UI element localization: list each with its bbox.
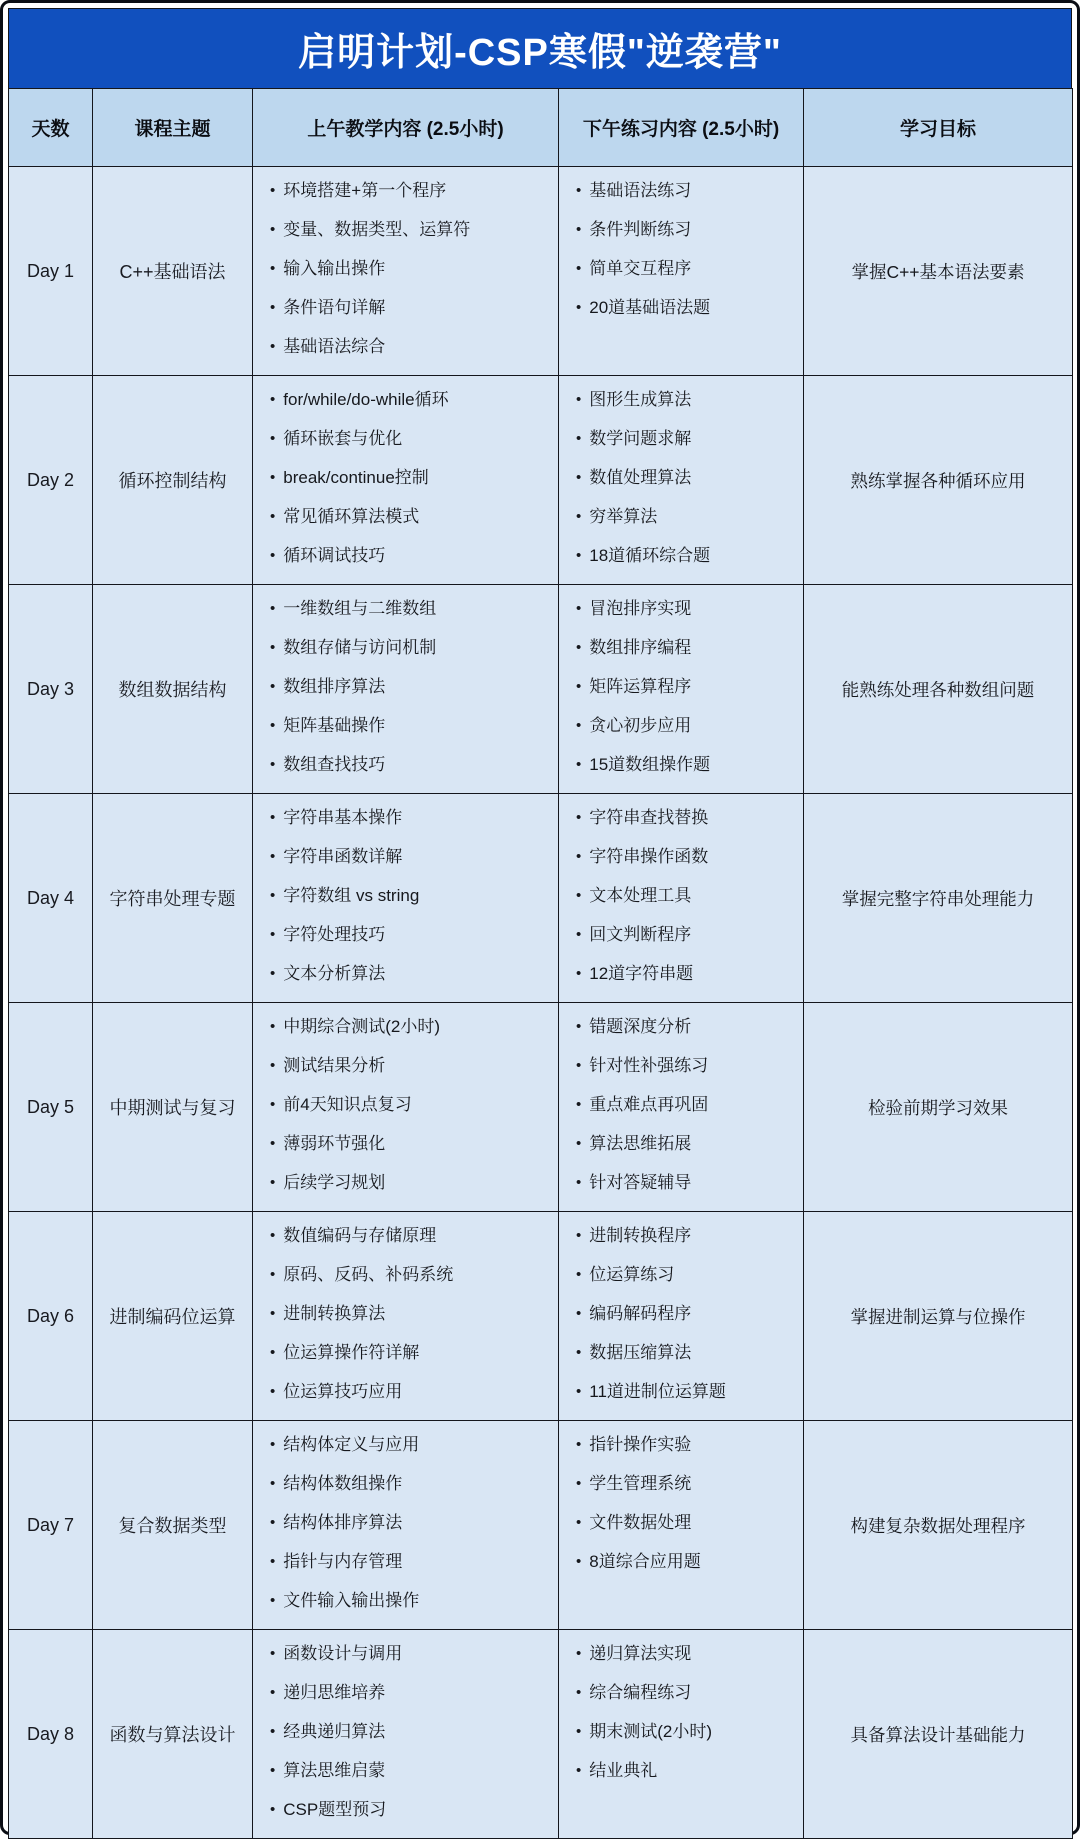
day-label: Day 5 xyxy=(26,1096,75,1117)
afternoon-cell xyxy=(559,1003,804,1212)
afternoon-list xyxy=(559,585,803,776)
bullet-item: • 薄弱环节强化 xyxy=(270,1133,552,1155)
bullet-item: • 指针操作实验 xyxy=(576,1434,797,1456)
bullet-item: • 进制转换算法 xyxy=(270,1303,552,1325)
morning-cell xyxy=(253,794,559,1003)
bullet-item: • 15道数组操作题 xyxy=(576,754,797,776)
bullet-item: • 数组排序算法 xyxy=(270,676,552,698)
theme-cell xyxy=(93,585,253,794)
day-label: Day 8 xyxy=(26,1723,75,1744)
bullet-item: • 期末测试(2小时) xyxy=(576,1721,797,1743)
morning-cell xyxy=(253,1212,559,1421)
bullet-item: • 字符数组 vs string xyxy=(270,885,552,907)
afternoon-cell xyxy=(559,794,804,1003)
bullet-item: • 基础语法综合 xyxy=(270,336,552,358)
morning-list xyxy=(253,376,558,567)
bullet-item: • 进制转换程序 xyxy=(576,1225,797,1247)
morning-list xyxy=(253,167,558,358)
afternoon-cell xyxy=(559,1212,804,1421)
bullet-item: • 数值处理算法 xyxy=(576,467,797,489)
column-header-afternoon: 下午练习内容 (2.5小时) xyxy=(559,89,804,167)
bullet-item: • 重点难点再巩固 xyxy=(576,1094,797,1116)
day-label: Day 4 xyxy=(26,887,75,908)
goal-cell xyxy=(804,167,1073,376)
bullet-item: • 循环调试技巧 xyxy=(270,545,552,567)
table-row xyxy=(9,167,1073,376)
morning-list xyxy=(253,585,558,776)
afternoon-cell xyxy=(559,585,804,794)
afternoon-list xyxy=(559,167,803,319)
bullet-item: • 错题深度分析 xyxy=(576,1016,797,1038)
day-label: Day 1 xyxy=(26,260,75,281)
schedule-table xyxy=(8,88,1073,1839)
goal-cell xyxy=(804,585,1073,794)
bullet-item: • 针对性补强练习 xyxy=(576,1055,797,1077)
bullet-item: • 12道字符串题 xyxy=(576,963,797,985)
bullet-item: • 字符串查找替换 xyxy=(576,807,797,829)
day-cell xyxy=(9,585,93,794)
table-row xyxy=(9,585,1073,794)
theme-cell xyxy=(93,167,253,376)
goal-cell xyxy=(804,1630,1073,1839)
bullet-item: • 18道循环综合题 xyxy=(576,545,797,567)
header-row xyxy=(9,89,1073,167)
day-cell xyxy=(9,1630,93,1839)
bullet-item: • 前4天知识点复习 xyxy=(270,1094,552,1116)
bullet-item: • for/while/do-while循环 xyxy=(270,389,552,411)
goal-cell xyxy=(804,1003,1073,1212)
table-row xyxy=(9,1630,1073,1839)
theme-cell xyxy=(93,1630,253,1839)
afternoon-cell xyxy=(559,1421,804,1630)
bullet-item: • 矩阵运算程序 xyxy=(576,676,797,698)
bullet-item: • 8道综合应用题 xyxy=(576,1551,797,1573)
bullet-item: • 后续学习规划 xyxy=(270,1172,552,1194)
bullet-item: • 字符串函数详解 xyxy=(270,846,552,868)
bullet-item: • 递归思维培养 xyxy=(270,1682,552,1704)
theme-cell xyxy=(93,1212,253,1421)
theme-label: 进制编码位运算 xyxy=(109,1307,236,1327)
goal-cell xyxy=(804,1212,1073,1421)
morning-cell xyxy=(253,1421,559,1630)
bullet-item: • 数值编码与存储原理 xyxy=(270,1225,552,1247)
theme-cell xyxy=(93,376,253,585)
table-row xyxy=(9,1421,1073,1630)
theme-cell xyxy=(93,1003,253,1212)
bullet-item: • 变量、数据类型、运算符 xyxy=(270,219,552,241)
theme-cell xyxy=(93,794,253,1003)
afternoon-list xyxy=(559,1003,803,1194)
bullet-item: • 数组排序编程 xyxy=(576,637,797,659)
bullet-item: • 测试结果分析 xyxy=(270,1055,552,1077)
bullet-item: • 穷举算法 xyxy=(576,506,797,528)
column-header-theme: 课程主题 xyxy=(93,89,253,167)
bullet-item: • 结构体定义与应用 xyxy=(270,1434,552,1456)
day-cell xyxy=(9,1421,93,1630)
bullet-item: • 综合编程练习 xyxy=(576,1682,797,1704)
morning-cell xyxy=(253,167,559,376)
bullet-item: • 简单交互程序 xyxy=(576,258,797,280)
bullet-item: • 学生管理系统 xyxy=(576,1473,797,1495)
table-row xyxy=(9,1212,1073,1421)
bullet-item: • 条件判断练习 xyxy=(576,219,797,241)
afternoon-list xyxy=(559,1421,803,1573)
bullet-item: • 冒泡排序实现 xyxy=(576,598,797,620)
bullet-item: • 环境搭建+第一个程序 xyxy=(270,180,552,202)
day-label: Day 6 xyxy=(26,1305,75,1326)
bullet-item: • 11道进制位运算题 xyxy=(576,1381,797,1403)
bullet-item: • 位运算操作符详解 xyxy=(270,1342,552,1364)
table-row xyxy=(9,794,1073,1003)
theme-label: 函数与算法设计 xyxy=(109,1725,236,1745)
page-title: 启明计划-CSP寒假"逆袭营" xyxy=(298,32,782,74)
column-header-day: 天数 xyxy=(9,89,93,167)
bullet-item: • 文件输入输出操作 xyxy=(270,1590,552,1612)
bullet-item: • 经典递归算法 xyxy=(270,1721,552,1743)
goal-label: 构建复杂数据处理程序 xyxy=(850,1515,1026,1536)
bullet-item: • 一维数组与二维数组 xyxy=(270,598,552,620)
morning-list xyxy=(253,1003,558,1194)
bullet-item: • 递归算法实现 xyxy=(576,1643,797,1665)
bullet-item: • 中期综合测试(2小时) xyxy=(270,1016,552,1038)
table-row xyxy=(9,376,1073,585)
day-cell xyxy=(9,794,93,1003)
theme-label: 循环控制结构 xyxy=(118,471,227,491)
morning-cell xyxy=(253,376,559,585)
theme-label: 数组数据结构 xyxy=(118,680,227,700)
day-cell xyxy=(9,1003,93,1212)
bullet-item: • 结构体数组操作 xyxy=(270,1473,552,1495)
bullet-item: • 数组查找技巧 xyxy=(270,754,552,776)
bullet-item: • 指针与内存管理 xyxy=(270,1551,552,1573)
bullet-item: • 字符处理技巧 xyxy=(270,924,552,946)
bullet-item: • 矩阵基础操作 xyxy=(270,715,552,737)
theme-cell xyxy=(93,1421,253,1630)
bullet-item: • 回文判断程序 xyxy=(576,924,797,946)
bullet-item: • 结业典礼 xyxy=(576,1760,797,1782)
morning-cell xyxy=(253,1003,559,1212)
bullet-item: • break/continue控制 xyxy=(270,467,552,489)
bullet-item: • 函数设计与调用 xyxy=(270,1643,552,1665)
bullet-item: • 位运算练习 xyxy=(576,1264,797,1286)
bullet-item: • 针对答疑辅导 xyxy=(576,1172,797,1194)
bullet-item: • 算法思维启蒙 xyxy=(270,1760,552,1782)
goal-label: 掌握C++基本语法要素 xyxy=(851,261,1025,282)
afternoon-list xyxy=(559,1212,803,1403)
bullet-item: • CSP题型预习 xyxy=(270,1799,552,1821)
bullet-item: • 文本处理工具 xyxy=(576,885,797,907)
morning-cell xyxy=(253,585,559,794)
goal-label: 掌握完整字符串处理能力 xyxy=(841,888,1035,909)
bullet-item: • 文件数据处理 xyxy=(576,1512,797,1534)
morning-list xyxy=(253,1212,558,1403)
bullet-item: • 循环嵌套与优化 xyxy=(270,428,552,450)
goal-cell xyxy=(804,1421,1073,1630)
theme-label: 复合数据类型 xyxy=(118,1516,227,1536)
bullet-item: • 20道基础语法题 xyxy=(576,297,797,319)
afternoon-cell xyxy=(559,1630,804,1839)
morning-list xyxy=(253,1421,558,1612)
bullet-item: • 数据压缩算法 xyxy=(576,1342,797,1364)
morning-list xyxy=(253,794,558,985)
afternoon-cell xyxy=(559,376,804,585)
day-label: Day 2 xyxy=(26,469,75,490)
table-row xyxy=(9,1003,1073,1212)
goal-label: 熟练掌握各种循环应用 xyxy=(850,470,1026,491)
day-label: Day 3 xyxy=(26,678,75,699)
afternoon-list xyxy=(559,1630,803,1782)
goal-label: 检验前期学习效果 xyxy=(868,1097,1008,1118)
afternoon-list xyxy=(559,376,803,567)
bullet-item: • 数组存储与访问机制 xyxy=(270,637,552,659)
day-cell xyxy=(9,167,93,376)
column-header-morning: 上午教学内容 (2.5小时) xyxy=(253,89,559,167)
day-label: Day 7 xyxy=(26,1514,75,1535)
bullet-item: • 文本分析算法 xyxy=(270,963,552,985)
morning-list xyxy=(253,1630,558,1821)
theme-label: C++基础语法 xyxy=(119,262,226,282)
morning-cell xyxy=(253,1630,559,1839)
goal-label: 能熟练处理各种数组问题 xyxy=(841,679,1035,700)
day-cell xyxy=(9,376,93,585)
bullet-item: • 结构体排序算法 xyxy=(270,1512,552,1534)
bullet-item: • 位运算技巧应用 xyxy=(270,1381,552,1403)
bullet-item: • 基础语法练习 xyxy=(576,180,797,202)
bullet-item: • 输入输出操作 xyxy=(270,258,552,280)
theme-label: 中期测试与复习 xyxy=(109,1098,236,1118)
column-header-goal: 学习目标 xyxy=(804,89,1073,167)
title-bar xyxy=(8,8,1072,88)
day-cell xyxy=(9,1212,93,1421)
goal-label: 掌握进制运算与位操作 xyxy=(850,1306,1026,1327)
bullet-item: • 算法思维拓展 xyxy=(576,1133,797,1155)
bullet-item: • 原码、反码、补码系统 xyxy=(270,1264,552,1286)
theme-label: 字符串处理专题 xyxy=(109,889,236,909)
bullet-item: • 编码解码程序 xyxy=(576,1303,797,1325)
bullet-item: • 图形生成算法 xyxy=(576,389,797,411)
bullet-item: • 常见循环算法模式 xyxy=(270,506,552,528)
bullet-item: • 字符串基本操作 xyxy=(270,807,552,829)
bullet-item: • 条件语句详解 xyxy=(270,297,552,319)
schedule-body xyxy=(9,167,1073,1839)
afternoon-cell xyxy=(559,167,804,376)
goal-label: 具备算法设计基础能力 xyxy=(850,1724,1026,1745)
afternoon-list xyxy=(559,794,803,985)
goal-cell xyxy=(804,794,1073,1003)
bullet-item: • 字符串操作函数 xyxy=(576,846,797,868)
bullet-item: • 数学问题求解 xyxy=(576,428,797,450)
goal-cell xyxy=(804,376,1073,585)
bullet-item: • 贪心初步应用 xyxy=(576,715,797,737)
